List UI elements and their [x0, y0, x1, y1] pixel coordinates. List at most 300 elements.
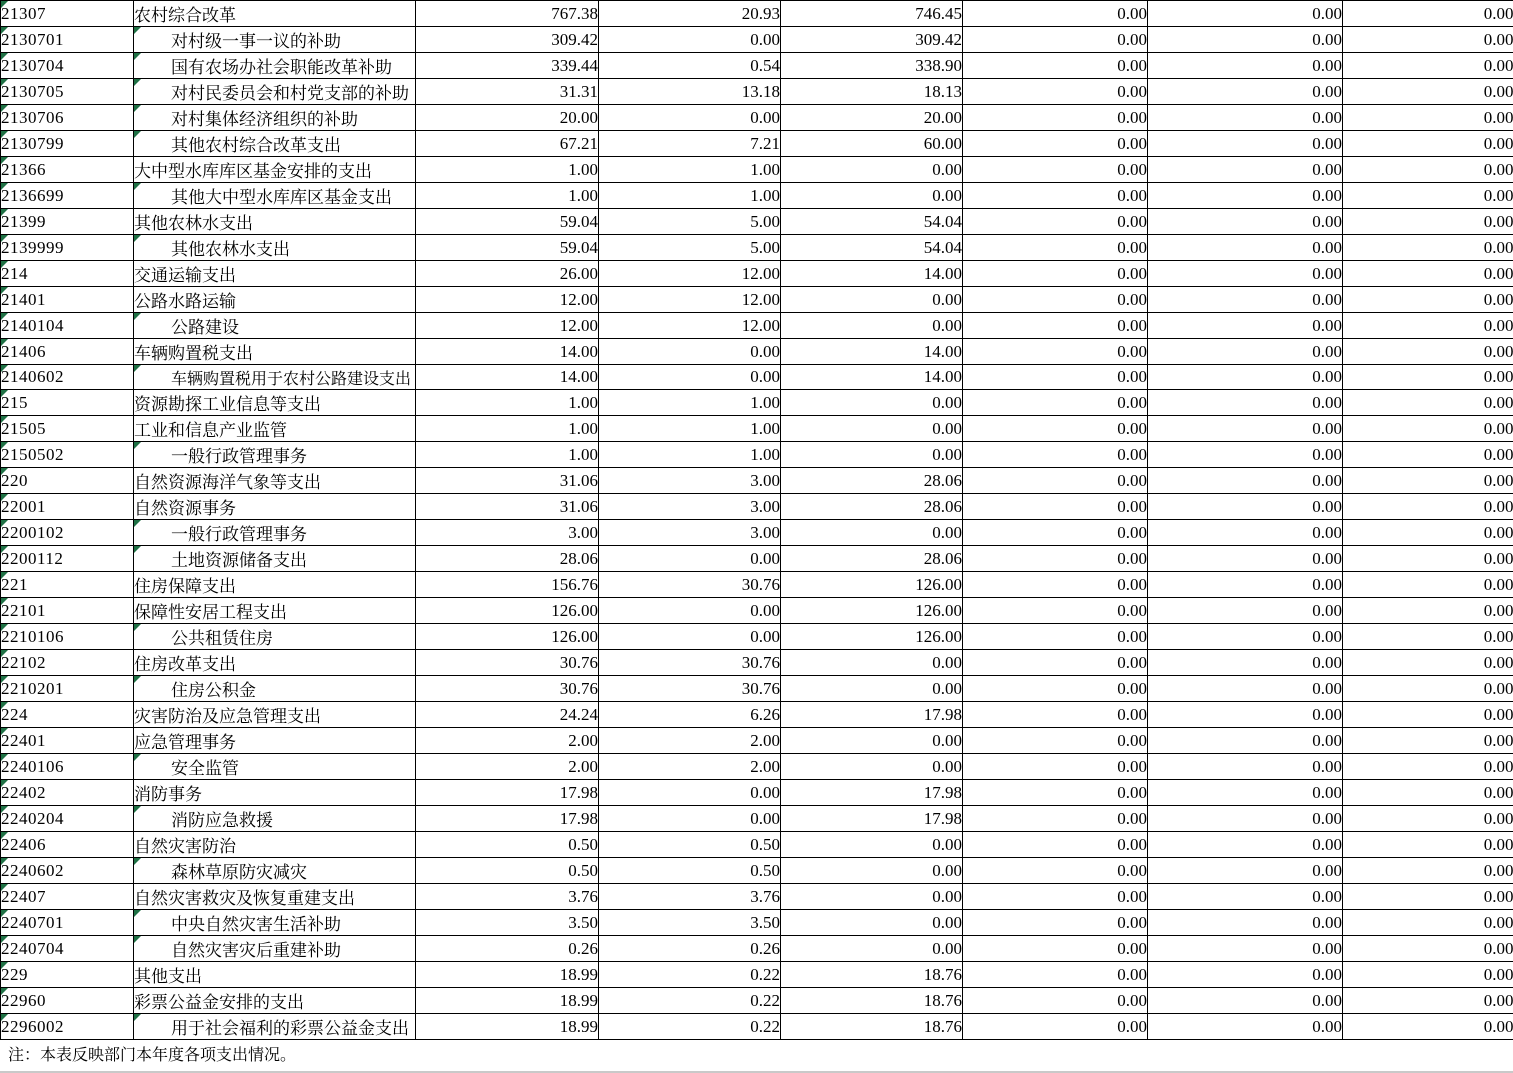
value-cell[interactable]: 7.21: [599, 131, 781, 157]
value-cell[interactable]: 1.00: [416, 183, 599, 209]
name-cell[interactable]: [134, 494, 416, 520]
value-cell[interactable]: 0.00: [963, 390, 1148, 416]
value-cell[interactable]: 0.00: [1148, 962, 1343, 988]
value-cell[interactable]: 0.00: [963, 339, 1148, 365]
name-cell[interactable]: [134, 676, 416, 702]
value-cell[interactable]: 0.00: [963, 1014, 1148, 1040]
code-cell[interactable]: [1, 936, 134, 962]
value-cell[interactable]: 0.22: [599, 988, 781, 1014]
value-cell[interactable]: 17.98: [781, 780, 963, 806]
value-cell[interactable]: 0.00: [963, 858, 1148, 884]
value-cell[interactable]: 0.50: [416, 832, 599, 858]
value-cell[interactable]: 0.00: [963, 157, 1148, 183]
name-cell[interactable]: [134, 416, 416, 442]
code-cell[interactable]: [1, 105, 134, 131]
value-cell[interactable]: 3.00: [416, 520, 599, 546]
value-cell[interactable]: 0.00: [1343, 390, 1513, 416]
code-cell[interactable]: [1, 416, 134, 442]
value-cell[interactable]: 126.00: [416, 598, 599, 624]
value-cell[interactable]: 0.00: [1343, 728, 1513, 754]
name-cell[interactable]: [134, 520, 416, 546]
value-cell[interactable]: 0.50: [599, 858, 781, 884]
value-cell[interactable]: 1.00: [416, 157, 599, 183]
value-cell[interactable]: 12.00: [416, 287, 599, 313]
value-cell[interactable]: 0.00: [963, 1, 1148, 27]
value-cell[interactable]: 0.00: [781, 442, 963, 468]
value-cell[interactable]: 3.00: [599, 468, 781, 494]
value-cell[interactable]: 0.00: [1343, 468, 1513, 494]
value-cell[interactable]: 31.31: [416, 79, 599, 105]
value-cell[interactable]: 0.22: [599, 962, 781, 988]
value-cell[interactable]: 0.00: [1148, 572, 1343, 598]
value-cell[interactable]: 0.00: [1343, 339, 1513, 365]
value-cell[interactable]: 0.00: [1343, 520, 1513, 546]
value-cell[interactable]: 156.76: [416, 572, 599, 598]
name-cell[interactable]: [134, 546, 416, 572]
value-cell[interactable]: 0.00: [963, 416, 1148, 442]
value-cell[interactable]: 26.00: [416, 261, 599, 287]
value-cell[interactable]: 0.00: [1148, 183, 1343, 209]
name-cell[interactable]: [134, 806, 416, 832]
value-cell[interactable]: 3.00: [599, 494, 781, 520]
value-cell[interactable]: 12.00: [416, 313, 599, 339]
code-cell[interactable]: [1, 702, 134, 728]
value-cell[interactable]: 0.00: [1343, 53, 1513, 79]
value-cell[interactable]: 0.00: [781, 157, 963, 183]
value-cell[interactable]: 0.26: [416, 936, 599, 962]
value-cell[interactable]: 1.00: [599, 157, 781, 183]
value-cell[interactable]: 0.00: [599, 546, 781, 572]
name-cell[interactable]: [134, 624, 416, 650]
value-cell[interactable]: 0.00: [781, 416, 963, 442]
code-cell[interactable]: [1, 598, 134, 624]
value-cell[interactable]: 339.44: [416, 53, 599, 79]
value-cell[interactable]: 0.00: [963, 365, 1148, 390]
code-cell[interactable]: [1, 624, 134, 650]
value-cell[interactable]: 3.00: [599, 520, 781, 546]
value-cell[interactable]: 0.00: [963, 235, 1148, 261]
value-cell[interactable]: 0.00: [1343, 494, 1513, 520]
value-cell[interactable]: 1.00: [416, 416, 599, 442]
value-cell[interactable]: 0.00: [1148, 261, 1343, 287]
value-cell[interactable]: 2.00: [416, 728, 599, 754]
value-cell[interactable]: 0.00: [1343, 416, 1513, 442]
name-cell[interactable]: [134, 884, 416, 910]
value-cell[interactable]: 0.00: [963, 520, 1148, 546]
value-cell[interactable]: 20.00: [781, 105, 963, 131]
value-cell[interactable]: 0.00: [963, 936, 1148, 962]
name-cell[interactable]: [134, 598, 416, 624]
value-cell[interactable]: 0.00: [963, 572, 1148, 598]
value-cell[interactable]: 0.00: [781, 287, 963, 313]
value-cell[interactable]: 3.50: [599, 910, 781, 936]
value-cell[interactable]: 54.04: [781, 235, 963, 261]
value-cell[interactable]: 14.00: [781, 339, 963, 365]
value-cell[interactable]: 0.00: [599, 365, 781, 390]
value-cell[interactable]: 0.00: [599, 624, 781, 650]
code-cell[interactable]: [1, 494, 134, 520]
value-cell[interactable]: 0.00: [1343, 962, 1513, 988]
name-cell[interactable]: [134, 79, 416, 105]
name-cell[interactable]: [134, 261, 416, 287]
value-cell[interactable]: 0.00: [1343, 832, 1513, 858]
value-cell[interactable]: 0.00: [781, 910, 963, 936]
value-cell[interactable]: 59.04: [416, 235, 599, 261]
value-cell[interactable]: 0.00: [599, 339, 781, 365]
value-cell[interactable]: 18.99: [416, 988, 599, 1014]
value-cell[interactable]: 0.00: [1343, 650, 1513, 676]
value-cell[interactable]: 0.00: [1148, 936, 1343, 962]
code-cell[interactable]: [1, 131, 134, 157]
value-cell[interactable]: 0.00: [1148, 131, 1343, 157]
code-cell[interactable]: [1, 520, 134, 546]
value-cell[interactable]: 0.00: [1343, 702, 1513, 728]
name-cell[interactable]: [134, 209, 416, 235]
value-cell[interactable]: 1.00: [599, 442, 781, 468]
code-cell[interactable]: [1, 27, 134, 53]
value-cell[interactable]: 0.00: [599, 780, 781, 806]
value-cell[interactable]: 0.00: [1148, 988, 1343, 1014]
value-cell[interactable]: 0.54: [599, 53, 781, 79]
value-cell[interactable]: 18.76: [781, 1014, 963, 1040]
value-cell[interactable]: 126.00: [781, 624, 963, 650]
value-cell[interactable]: 17.98: [781, 702, 963, 728]
value-cell[interactable]: 0.00: [1148, 650, 1343, 676]
value-cell[interactable]: 3.76: [599, 884, 781, 910]
value-cell[interactable]: 126.00: [781, 598, 963, 624]
value-cell[interactable]: 0.00: [1148, 157, 1343, 183]
name-cell[interactable]: [134, 365, 416, 390]
value-cell[interactable]: 0.00: [1148, 702, 1343, 728]
value-cell[interactable]: 0.00: [963, 676, 1148, 702]
value-cell[interactable]: 0.00: [1148, 884, 1343, 910]
code-cell[interactable]: [1, 676, 134, 702]
value-cell[interactable]: 0.00: [1148, 79, 1343, 105]
code-cell[interactable]: [1, 650, 134, 676]
value-cell[interactable]: 0.00: [963, 650, 1148, 676]
value-cell[interactable]: 0.00: [1148, 910, 1343, 936]
value-cell[interactable]: 0.00: [963, 442, 1148, 468]
value-cell[interactable]: 0.00: [1343, 676, 1513, 702]
value-cell[interactable]: 0.00: [963, 546, 1148, 572]
value-cell[interactable]: 1.00: [416, 442, 599, 468]
value-cell[interactable]: 30.76: [599, 572, 781, 598]
code-cell[interactable]: [1, 884, 134, 910]
code-cell[interactable]: [1, 754, 134, 780]
value-cell[interactable]: 31.06: [416, 468, 599, 494]
value-cell[interactable]: 0.00: [963, 468, 1148, 494]
value-cell[interactable]: 1.00: [599, 183, 781, 209]
name-cell[interactable]: [134, 287, 416, 313]
value-cell[interactable]: 0.00: [1343, 754, 1513, 780]
value-cell[interactable]: 5.00: [599, 209, 781, 235]
value-cell[interactable]: 14.00: [416, 365, 599, 390]
value-cell[interactable]: 0.00: [1343, 261, 1513, 287]
value-cell[interactable]: 126.00: [416, 624, 599, 650]
value-cell[interactable]: 0.00: [1343, 365, 1513, 390]
value-cell[interactable]: 1.00: [599, 416, 781, 442]
value-cell[interactable]: 1.00: [599, 390, 781, 416]
code-cell[interactable]: [1, 442, 134, 468]
value-cell[interactable]: 17.98: [416, 780, 599, 806]
value-cell[interactable]: 0.00: [1148, 416, 1343, 442]
value-cell[interactable]: 0.00: [1343, 598, 1513, 624]
value-cell[interactable]: 0.00: [1148, 442, 1343, 468]
name-cell[interactable]: [134, 910, 416, 936]
value-cell[interactable]: 28.06: [781, 494, 963, 520]
value-cell[interactable]: 767.38: [416, 1, 599, 27]
value-cell[interactable]: 0.00: [1148, 1014, 1343, 1040]
value-cell[interactable]: 0.00: [963, 209, 1148, 235]
value-cell[interactable]: 0.00: [1343, 988, 1513, 1014]
value-cell[interactable]: 59.04: [416, 209, 599, 235]
value-cell[interactable]: 30.76: [599, 676, 781, 702]
name-cell[interactable]: [134, 442, 416, 468]
value-cell[interactable]: 0.00: [1148, 27, 1343, 53]
name-cell[interactable]: [134, 754, 416, 780]
value-cell[interactable]: 0.00: [1148, 624, 1343, 650]
value-cell[interactable]: 18.76: [781, 988, 963, 1014]
value-cell[interactable]: 0.00: [963, 494, 1148, 520]
name-cell[interactable]: [134, 988, 416, 1014]
value-cell[interactable]: 746.45: [781, 1, 963, 27]
value-cell[interactable]: 0.00: [1148, 235, 1343, 261]
value-cell[interactable]: 14.00: [781, 365, 963, 390]
value-cell[interactable]: 18.99: [416, 1014, 599, 1040]
value-cell[interactable]: 0.00: [1343, 79, 1513, 105]
value-cell[interactable]: 0.00: [1148, 494, 1343, 520]
code-cell[interactable]: [1, 468, 134, 494]
value-cell[interactable]: 0.00: [781, 936, 963, 962]
value-cell[interactable]: 0.00: [963, 702, 1148, 728]
value-cell[interactable]: 0.00: [1148, 313, 1343, 339]
value-cell[interactable]: 0.00: [963, 105, 1148, 131]
value-cell[interactable]: 30.76: [416, 650, 599, 676]
name-cell[interactable]: [134, 339, 416, 365]
value-cell[interactable]: 6.26: [599, 702, 781, 728]
name-cell[interactable]: [134, 157, 416, 183]
name-cell[interactable]: [134, 702, 416, 728]
value-cell[interactable]: 0.00: [1343, 131, 1513, 157]
value-cell[interactable]: 0.00: [1343, 572, 1513, 598]
value-cell[interactable]: 0.00: [1148, 287, 1343, 313]
value-cell[interactable]: 0.00: [963, 806, 1148, 832]
value-cell[interactable]: 0.00: [1148, 365, 1343, 390]
value-cell[interactable]: 0.00: [963, 131, 1148, 157]
value-cell[interactable]: 0.00: [781, 676, 963, 702]
code-cell[interactable]: [1, 313, 134, 339]
value-cell[interactable]: 0.00: [781, 313, 963, 339]
value-cell[interactable]: 1.00: [416, 390, 599, 416]
value-cell[interactable]: 0.22: [599, 1014, 781, 1040]
value-cell[interactable]: 5.00: [599, 235, 781, 261]
value-cell[interactable]: 0.00: [963, 754, 1148, 780]
value-cell[interactable]: 20.93: [599, 1, 781, 27]
name-cell[interactable]: [134, 832, 416, 858]
code-cell[interactable]: [1, 1014, 134, 1040]
value-cell[interactable]: 0.00: [781, 832, 963, 858]
value-cell[interactable]: 0.00: [963, 53, 1148, 79]
value-cell[interactable]: 0.00: [1343, 313, 1513, 339]
code-cell[interactable]: [1, 806, 134, 832]
name-cell[interactable]: [134, 468, 416, 494]
value-cell[interactable]: 0.00: [963, 910, 1148, 936]
value-cell[interactable]: 14.00: [416, 339, 599, 365]
value-cell[interactable]: 0.00: [1148, 832, 1343, 858]
name-cell[interactable]: [134, 650, 416, 676]
value-cell[interactable]: 0.00: [781, 754, 963, 780]
value-cell[interactable]: 0.00: [781, 520, 963, 546]
name-cell[interactable]: [134, 183, 416, 209]
value-cell[interactable]: 0.00: [1343, 157, 1513, 183]
value-cell[interactable]: 126.00: [781, 572, 963, 598]
value-cell[interactable]: 0.50: [599, 832, 781, 858]
code-cell[interactable]: [1, 780, 134, 806]
value-cell[interactable]: 0.00: [1343, 624, 1513, 650]
value-cell[interactable]: 28.06: [781, 468, 963, 494]
code-cell[interactable]: [1, 365, 134, 390]
value-cell[interactable]: 0.00: [963, 27, 1148, 53]
value-cell[interactable]: 0.00: [781, 390, 963, 416]
name-cell[interactable]: [134, 1014, 416, 1040]
code-cell[interactable]: [1, 910, 134, 936]
value-cell[interactable]: 17.98: [781, 806, 963, 832]
value-cell[interactable]: 18.13: [781, 79, 963, 105]
value-cell[interactable]: 0.00: [599, 806, 781, 832]
value-cell[interactable]: 0.00: [963, 261, 1148, 287]
value-cell[interactable]: 0.00: [1343, 546, 1513, 572]
value-cell[interactable]: 2.00: [599, 754, 781, 780]
value-cell[interactable]: 13.18: [599, 79, 781, 105]
value-cell[interactable]: 0.00: [1148, 520, 1343, 546]
value-cell[interactable]: 0.00: [1343, 105, 1513, 131]
value-cell[interactable]: 0.00: [963, 988, 1148, 1014]
code-cell[interactable]: [1, 572, 134, 598]
value-cell[interactable]: 0.00: [1343, 1, 1513, 27]
value-cell[interactable]: 12.00: [599, 313, 781, 339]
value-cell[interactable]: 0.00: [1343, 858, 1513, 884]
code-cell[interactable]: [1, 209, 134, 235]
value-cell[interactable]: 0.00: [963, 884, 1148, 910]
code-cell[interactable]: [1, 390, 134, 416]
value-cell[interactable]: 0.50: [416, 858, 599, 884]
value-cell[interactable]: 0.00: [1343, 936, 1513, 962]
value-cell[interactable]: 12.00: [599, 261, 781, 287]
value-cell[interactable]: 0.00: [1343, 780, 1513, 806]
value-cell[interactable]: 0.00: [1148, 780, 1343, 806]
code-cell[interactable]: [1, 261, 134, 287]
name-cell[interactable]: [134, 936, 416, 962]
value-cell[interactable]: 309.42: [416, 27, 599, 53]
value-cell[interactable]: 0.00: [781, 858, 963, 884]
value-cell[interactable]: 0.00: [963, 183, 1148, 209]
name-cell[interactable]: [134, 53, 416, 79]
name-cell[interactable]: [134, 313, 416, 339]
name-cell[interactable]: [134, 27, 416, 53]
name-cell[interactable]: [134, 131, 416, 157]
value-cell[interactable]: 0.00: [1148, 105, 1343, 131]
value-cell[interactable]: 0.00: [1148, 390, 1343, 416]
value-cell[interactable]: 14.00: [781, 261, 963, 287]
value-cell[interactable]: 0.00: [1343, 1014, 1513, 1040]
value-cell[interactable]: 0.00: [963, 598, 1148, 624]
value-cell[interactable]: 0.00: [1343, 27, 1513, 53]
code-cell[interactable]: [1, 832, 134, 858]
value-cell[interactable]: 0.00: [781, 650, 963, 676]
value-cell[interactable]: 0.00: [963, 624, 1148, 650]
code-cell[interactable]: [1, 728, 134, 754]
value-cell[interactable]: 0.00: [1148, 754, 1343, 780]
code-cell[interactable]: [1, 235, 134, 261]
value-cell[interactable]: 0.00: [1148, 858, 1343, 884]
code-cell[interactable]: [1, 53, 134, 79]
code-cell[interactable]: [1, 546, 134, 572]
name-cell[interactable]: [134, 235, 416, 261]
value-cell[interactable]: 0.00: [1148, 728, 1343, 754]
code-cell[interactable]: [1, 157, 134, 183]
value-cell[interactable]: 0.00: [963, 728, 1148, 754]
value-cell[interactable]: 30.76: [599, 650, 781, 676]
value-cell[interactable]: 0.00: [781, 183, 963, 209]
value-cell[interactable]: 0.00: [1148, 53, 1343, 79]
code-cell[interactable]: [1, 988, 134, 1014]
value-cell[interactable]: 0.00: [1148, 598, 1343, 624]
value-cell[interactable]: 0.00: [1343, 806, 1513, 832]
value-cell[interactable]: 0.00: [1343, 884, 1513, 910]
value-cell[interactable]: 67.21: [416, 131, 599, 157]
value-cell[interactable]: 3.50: [416, 910, 599, 936]
value-cell[interactable]: 0.00: [963, 313, 1148, 339]
value-cell[interactable]: 20.00: [416, 105, 599, 131]
value-cell[interactable]: 0.00: [1343, 235, 1513, 261]
value-cell[interactable]: 28.06: [781, 546, 963, 572]
value-cell[interactable]: 28.06: [416, 546, 599, 572]
code-cell[interactable]: [1, 287, 134, 313]
value-cell[interactable]: 0.00: [1148, 1, 1343, 27]
value-cell[interactable]: 0.00: [1343, 287, 1513, 313]
value-cell[interactable]: 0.26: [599, 936, 781, 962]
value-cell[interactable]: 0.00: [1343, 442, 1513, 468]
name-cell[interactable]: [134, 105, 416, 131]
value-cell[interactable]: 0.00: [1343, 209, 1513, 235]
value-cell[interactable]: 0.00: [963, 962, 1148, 988]
name-cell[interactable]: [134, 962, 416, 988]
code-cell[interactable]: [1, 79, 134, 105]
code-cell[interactable]: [1, 1, 134, 27]
name-cell[interactable]: [134, 572, 416, 598]
value-cell[interactable]: 12.00: [599, 287, 781, 313]
value-cell[interactable]: 2.00: [599, 728, 781, 754]
code-cell[interactable]: [1, 858, 134, 884]
code-cell[interactable]: [1, 339, 134, 365]
value-cell[interactable]: 60.00: [781, 131, 963, 157]
name-cell[interactable]: [134, 728, 416, 754]
value-cell[interactable]: 0.00: [1148, 546, 1343, 572]
value-cell[interactable]: 338.90: [781, 53, 963, 79]
name-cell[interactable]: [134, 780, 416, 806]
value-cell[interactable]: 3.76: [416, 884, 599, 910]
value-cell[interactable]: 0.00: [1343, 183, 1513, 209]
value-cell[interactable]: 31.06: [416, 494, 599, 520]
value-cell[interactable]: 0.00: [1148, 339, 1343, 365]
value-cell[interactable]: 0.00: [963, 79, 1148, 105]
value-cell[interactable]: 0.00: [963, 780, 1148, 806]
code-cell[interactable]: [1, 183, 134, 209]
value-cell[interactable]: 0.00: [1148, 209, 1343, 235]
value-cell[interactable]: 0.00: [599, 598, 781, 624]
value-cell[interactable]: 0.00: [781, 884, 963, 910]
value-cell[interactable]: 0.00: [781, 728, 963, 754]
